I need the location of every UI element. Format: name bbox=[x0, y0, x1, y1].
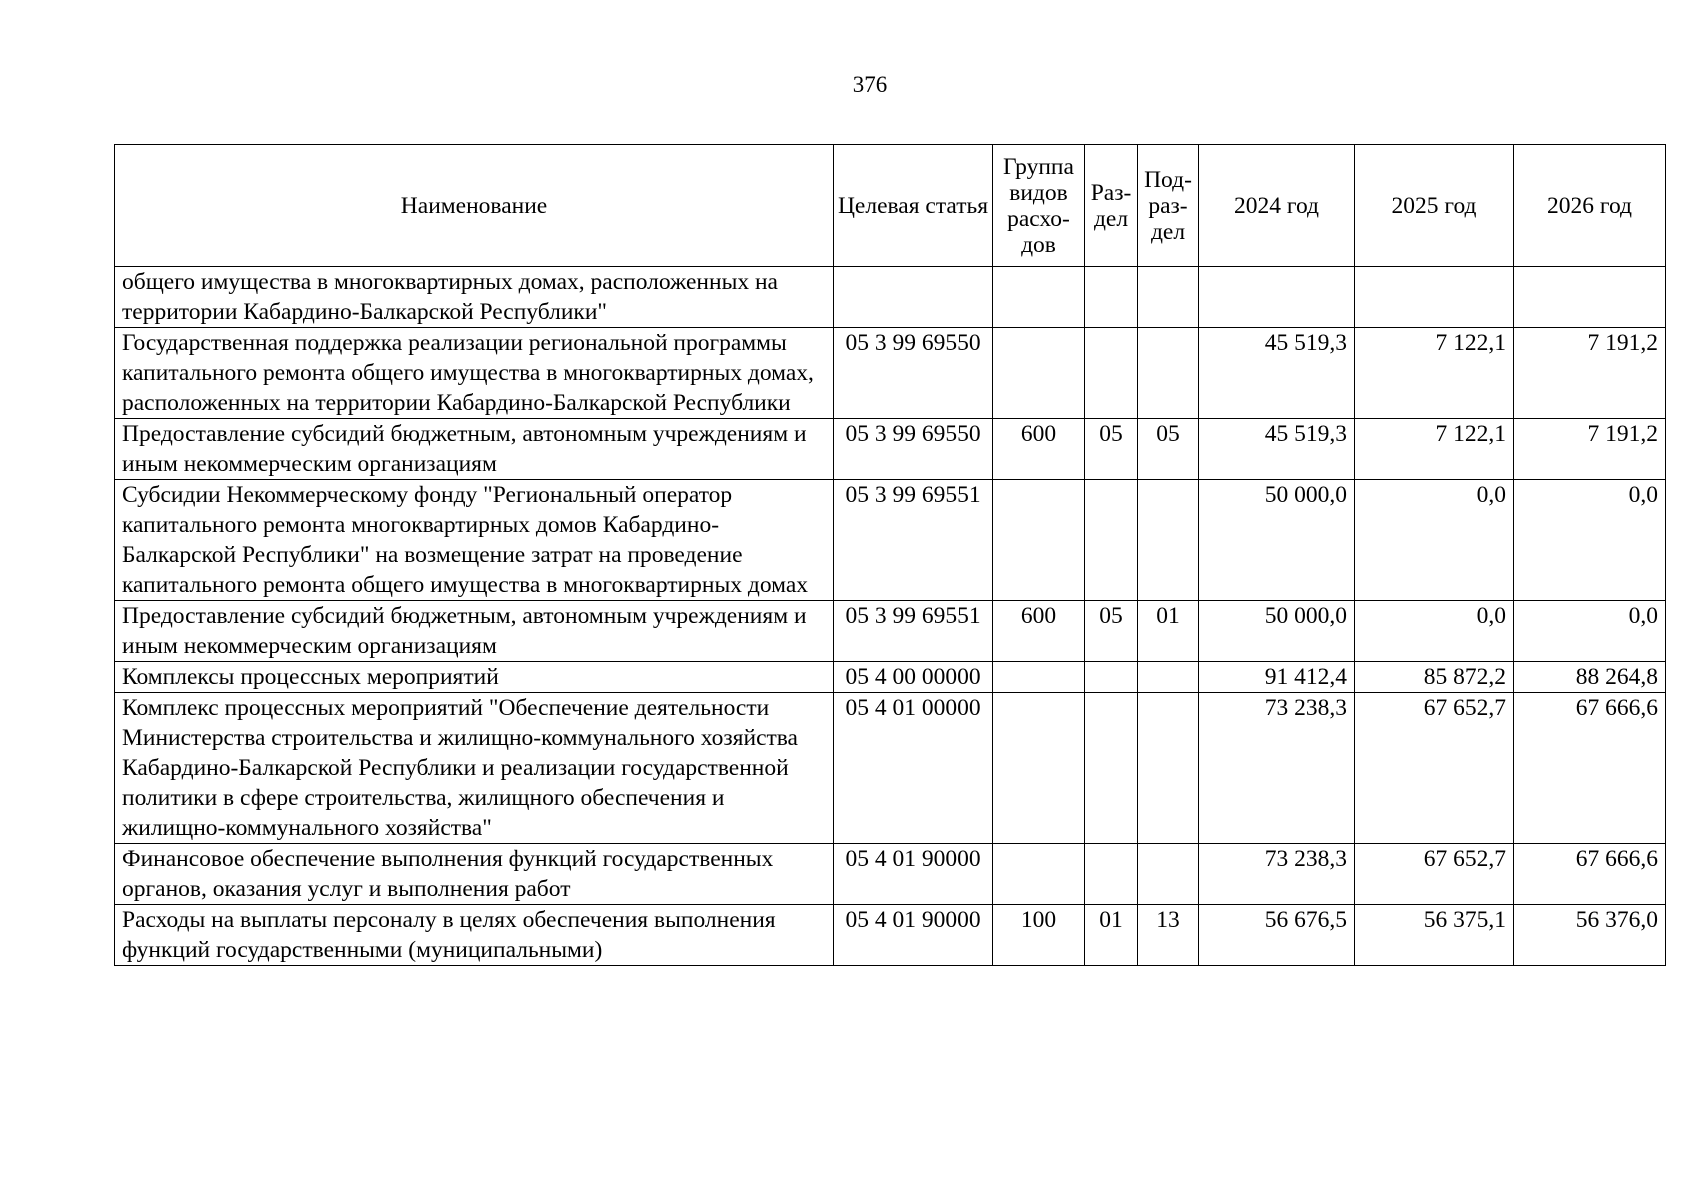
header-section: Раз-дел bbox=[1085, 145, 1138, 267]
cell-target: 05 4 01 00000 bbox=[834, 693, 993, 844]
cell-group: 600 bbox=[993, 601, 1085, 662]
header-2026: 2026 год bbox=[1514, 145, 1666, 267]
cell-2024: 73 238,3 bbox=[1199, 693, 1355, 844]
cell-group bbox=[993, 328, 1085, 419]
cell-group bbox=[993, 267, 1085, 328]
cell-section: 01 bbox=[1085, 905, 1138, 966]
cell-name: Комплекс процессных мероприятий "Обеспечение деятельности Министерства строительства и жилищно-коммунального хозяйства Кабардино-Балкарской Республики и реализации государственной политики в сфере строительства, жилищного обеспечения и жилищно-коммунального хозяйства" bbox=[115, 693, 834, 844]
cell-group bbox=[993, 662, 1085, 693]
cell-group: 100 bbox=[993, 905, 1085, 966]
table-row bbox=[115, 844, 1666, 905]
header-2025: 2025 год bbox=[1355, 145, 1514, 267]
cell-2026: 88 264,8 bbox=[1514, 662, 1666, 693]
header-row bbox=[115, 145, 1666, 267]
cell-2026: 67 666,6 bbox=[1514, 844, 1666, 905]
cell-2025: 56 375,1 bbox=[1355, 905, 1514, 966]
cell-name: Расходы на выплаты персоналу в целях обеспечения выполнения функций государственными (муниципальными) bbox=[115, 905, 834, 966]
cell-group bbox=[993, 693, 1085, 844]
cell-name: Предоставление субсидий бюджетным, автономным учреждениям и иным некоммерческим организациям bbox=[115, 419, 834, 480]
budget-table bbox=[114, 144, 1666, 966]
cell-section bbox=[1085, 844, 1138, 905]
cell-2024: 45 519,3 bbox=[1199, 328, 1355, 419]
cell-section bbox=[1085, 267, 1138, 328]
cell-2026: 56 376,0 bbox=[1514, 905, 1666, 966]
cell-target: 05 3 99 69551 bbox=[834, 601, 993, 662]
header-target: Целевая статья bbox=[834, 145, 993, 267]
cell-name: Предоставление субсидий бюджетным, автономным учреждениям и иным некоммерческим организациям bbox=[115, 601, 834, 662]
cell-2025 bbox=[1355, 267, 1514, 328]
cell-group bbox=[993, 480, 1085, 601]
cell-2025: 67 652,7 bbox=[1355, 693, 1514, 844]
cell-subsection bbox=[1138, 328, 1199, 419]
cell-target: 05 4 00 00000 bbox=[834, 662, 993, 693]
header-2024: 2024 год bbox=[1199, 145, 1355, 267]
table-row bbox=[115, 419, 1666, 480]
cell-name: Государственная поддержка реализации региональной программы капитального ремонта общего имущества в многоквартирных домах, расположенных на территории Кабардино-Балкарской Республики bbox=[115, 328, 834, 419]
cell-target bbox=[834, 267, 993, 328]
table-row bbox=[115, 267, 1666, 328]
cell-target: 05 3 99 69551 bbox=[834, 480, 993, 601]
cell-2024: 91 412,4 bbox=[1199, 662, 1355, 693]
cell-subsection: 01 bbox=[1138, 601, 1199, 662]
cell-2026: 0,0 bbox=[1514, 480, 1666, 601]
header-group: Группа видов расхо-дов bbox=[993, 145, 1085, 267]
cell-section: 05 bbox=[1085, 419, 1138, 480]
cell-2024 bbox=[1199, 267, 1355, 328]
cell-subsection bbox=[1138, 662, 1199, 693]
cell-2024: 50 000,0 bbox=[1199, 480, 1355, 601]
cell-group: 600 bbox=[993, 419, 1085, 480]
page-number: 376 bbox=[852, 72, 888, 97]
table-row bbox=[115, 905, 1666, 966]
cell-2026: 7 191,2 bbox=[1514, 419, 1666, 480]
cell-name: Финансовое обеспечение выполнения функций государственных органов, оказания услуг и выполнения работ bbox=[115, 844, 834, 905]
cell-2024: 56 676,5 bbox=[1199, 905, 1355, 966]
cell-2025: 7 122,1 bbox=[1355, 328, 1514, 419]
table-row bbox=[115, 601, 1666, 662]
table-row bbox=[115, 662, 1666, 693]
cell-subsection bbox=[1138, 267, 1199, 328]
cell-section bbox=[1085, 480, 1138, 601]
cell-2025: 67 652,7 bbox=[1355, 844, 1514, 905]
cell-2024: 45 519,3 bbox=[1199, 419, 1355, 480]
cell-2026: 67 666,6 bbox=[1514, 693, 1666, 844]
cell-name: общего имущества в многоквартирных домах, расположенных на территории Кабардино-Балкарской Республики" bbox=[115, 267, 834, 328]
cell-section bbox=[1085, 662, 1138, 693]
cell-2025: 85 872,2 bbox=[1355, 662, 1514, 693]
cell-name: Субсидии Некоммерческому фонду "Региональный оператор капитального ремонта многоквартирных домов Кабардино-Балкарской Республики" на возмещение затрат на проведение капитального ремонта общего имущества в многоквартирных домах bbox=[115, 480, 834, 601]
header-name: Наименование bbox=[115, 145, 834, 267]
cell-subsection bbox=[1138, 693, 1199, 844]
table-row bbox=[115, 328, 1666, 419]
cell-target: 05 3 99 69550 bbox=[834, 419, 993, 480]
cell-section bbox=[1085, 693, 1138, 844]
cell-target: 05 4 01 90000 bbox=[834, 844, 993, 905]
cell-target: 05 3 99 69550 bbox=[834, 328, 993, 419]
cell-subsection: 05 bbox=[1138, 419, 1199, 480]
cell-group bbox=[993, 844, 1085, 905]
cell-2024: 73 238,3 bbox=[1199, 844, 1355, 905]
cell-subsection bbox=[1138, 844, 1199, 905]
cell-subsection: 13 bbox=[1138, 905, 1199, 966]
cell-2024: 50 000,0 bbox=[1199, 601, 1355, 662]
cell-2025: 0,0 bbox=[1355, 480, 1514, 601]
cell-2026: 0,0 bbox=[1514, 601, 1666, 662]
table-row bbox=[115, 480, 1666, 601]
cell-name: Комплексы процессных мероприятий bbox=[115, 662, 834, 693]
cell-section: 05 bbox=[1085, 601, 1138, 662]
cell-subsection bbox=[1138, 480, 1199, 601]
header-subsection: Под-раз-дел bbox=[1138, 145, 1199, 267]
cell-2025: 7 122,1 bbox=[1355, 419, 1514, 480]
cell-2026: 7 191,2 bbox=[1514, 328, 1666, 419]
cell-2025: 0,0 bbox=[1355, 601, 1514, 662]
cell-target: 05 4 01 90000 bbox=[834, 905, 993, 966]
table-row bbox=[115, 693, 1666, 844]
cell-section bbox=[1085, 328, 1138, 419]
cell-2026 bbox=[1514, 267, 1666, 328]
